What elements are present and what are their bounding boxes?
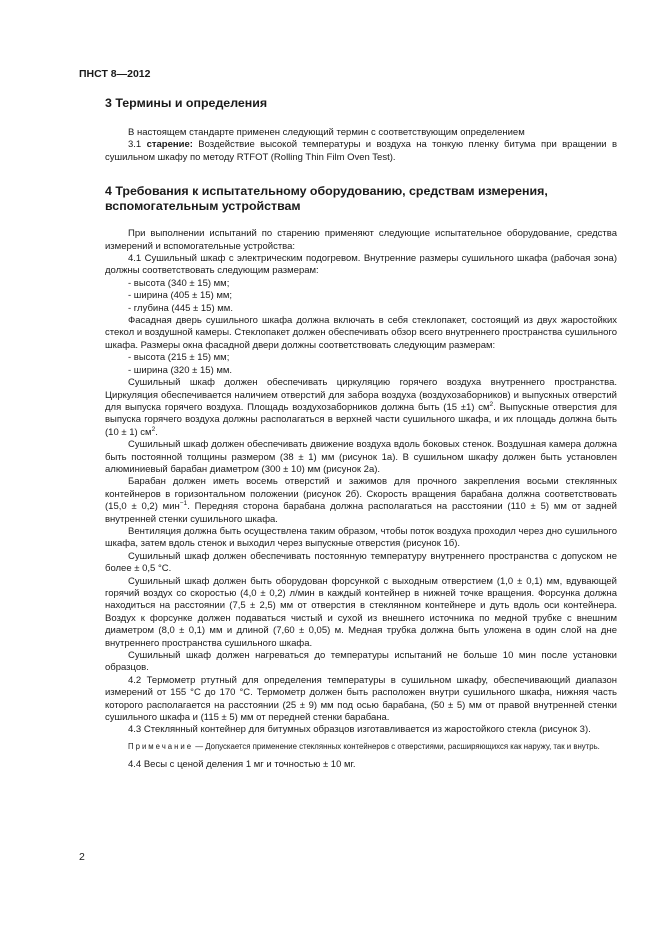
list-item: - глубина (445 ± 15) мм. [128,302,233,314]
page-content [105,90,617,771]
term-name: старение: [146,139,193,151]
section-4-title: 4 Требования к испытательному оборудованию, средствам измерения, вспомогательным устройствам [105,184,548,214]
circulation-paragraph [105,377,617,439]
note-text: — Допускается применение стеклянных контейнеров с отверстиями, расширяющихся как наружу, так и внутрь. [193,741,600,751]
ventilation-paragraph: Вентиляция должна быть осуществлена таким образом, чтобы поток воздуха проходил через дно сушильного шкафа, затем вдоль стенок и выходил через выпускные отверстия (рисунок 1б). [105,525,617,550]
list-item: - ширина (405 ± 15) мм; [128,290,233,302]
clause-4-4: 4.4 Весы с ценой деления 1 мг и точностью ± 10 мг. [128,758,356,770]
circulation-text-2: . Выпускные отверстия для выпуска горячего воздуха должны располагаться в верхней части сушильного шкафа, и их площадь должна быть (10 ± 1) см [105,401,617,438]
temperature-paragraph: Сушильный шкаф должен обеспечивать постоянную температуру внутреннего пространства с допуском не более ± 0,5 °С. [105,550,617,575]
term-definition [105,139,617,164]
superscript: 2 [489,400,494,408]
circulation-text-3: . [155,426,158,438]
drum-paragraph [105,476,617,526]
note-label: Примечание [128,741,194,751]
page-number: 2 [79,851,85,863]
list-item: - высота (215 ± 15) мм; [128,352,230,364]
heating-paragraph: Сушильный шкаф должен нагреваться до температуры испытаний не больше 10 мин после установки образцов. [105,650,617,674]
clause-4-1: 4.1 Сушильный шкаф с электрическим подогревом. Внутренние размеры сушильного шкафа (рабочая зона) должны соответствовать следующим размерам: [105,253,617,277]
section-3-title: 3 Термины и определения [105,96,268,110]
nozzle-paragraph: Сушильный шкаф должен быть оборудован форсункой с выходным отверстием (1,0 ± 0,1) мм, вдувающей горячий воздух со скоростью (4,0 ± 0,2) л/мин в каждый контейнер в нижней точке вращения. Форсунка должна находиться на расстоянии (7,5 ± 2,5) мм от отверстия в стеклянном контейнере и дуть вдоль оси контейнера. Воздух к форсунке должен подаваться чистый и сухой из внешнего источника по медной трубке с внешним диаметром (8,0 ± 0,1) мм и длиной (7,60 ± 0,05) м. Медная трубка должна быть уложена в один слой на дне внутреннего пространства сушильного шкафа. [105,575,617,649]
clause-4-2: 4.2 Термометр ртутный для определения температуры в сушильном шкафу, обеспечивающий диапазон измерений от 155 °С до 170 °С. Термометр должен быть расположен внутри сушильного шкафа, нижняя часть которого располагается на расстоянии (25 ± 9) мм под осью барабана, (50 ± 5) мм от правой внутренней стенки сушильного шкафа и (115 ± 5) мм от передней стенки барабана. [105,674,617,724]
list-item: - ширина (320 ± 15) мм. [128,364,233,376]
note [105,741,617,753]
document-code-header: ПНСТ 8—2012 [79,68,151,80]
list-item: - высота (340 ± 15) мм; [128,277,230,289]
door-paragraph: Фасадная дверь сушильного шкафа должна включать в себя стеклопакет, состоящий из двух жаростойких стекол и воздушной камеры. Стеклопакет должен обеспечивать обзор всего внутреннего пространства сушильного шкафа. Размеры окна фасадной двери должны соответствовать следующим размерам: [105,315,617,351]
drum-text-2: . Передняя сторона барабана должна располагаться на расстоянии (110 ± 5) мм от задней внутренней стенки сушильного шкафа. [105,501,617,525]
term-number: 3.1 [128,139,142,151]
section-4-intro: При выполнении испытаний по старению применяют следующие испытательное оборудование, средства измерений и вспомогательные устройства: [105,228,617,252]
circulation-text-1: Сушильный шкаф должен обеспечивать циркуляцию горячего воздуха внутреннего пространства. Циркуляция обеспечивается наличием отверстий для забора воздуха (воздухозаборников) и выпускных отверстий для выпуска горячего воздуха. Площадь воздухозаборников должна быть (15 ±1) см [105,377,617,413]
air-movement-paragraph: Сушильный шкаф должен обеспечивать движение воздуха вдоль боковых стенок. Воздушная камера должна быть постоянной толщины размером (38 ± 1) мм (рисунок 1а). В сушильном шкафу должен быть установлен алюминиевый барабан диаметром (300 ± 10) мм (рисунок 2а). [105,439,617,475]
superscript: −1 [179,500,188,507]
term-definition-text: Воздействие высокой температуры и воздуха на тонкую пленку битума при вращении в сушильном шкафу по методу RTFOT (Rolling Thin Film Oven Test). [105,139,617,163]
drum-text-1: Барабан должен иметь восемь отверстий и зажимов для прочного закрепления восьми стеклянных контейнеров в горизонтальном положении (рисунок 2б). Скорость вращения барабана должна соответствовать (15,0 ± 0,2) мин [105,476,617,513]
section-3-intro: В настоящем стандарте применен следующий термин с соответствующим определением [128,127,525,138]
superscript: 2 [151,425,156,433]
clause-4-3: 4.3 Стеклянный контейнер для битумных образцов изготавливается из жаростойкого стекла (рисунок 3). [128,724,591,736]
